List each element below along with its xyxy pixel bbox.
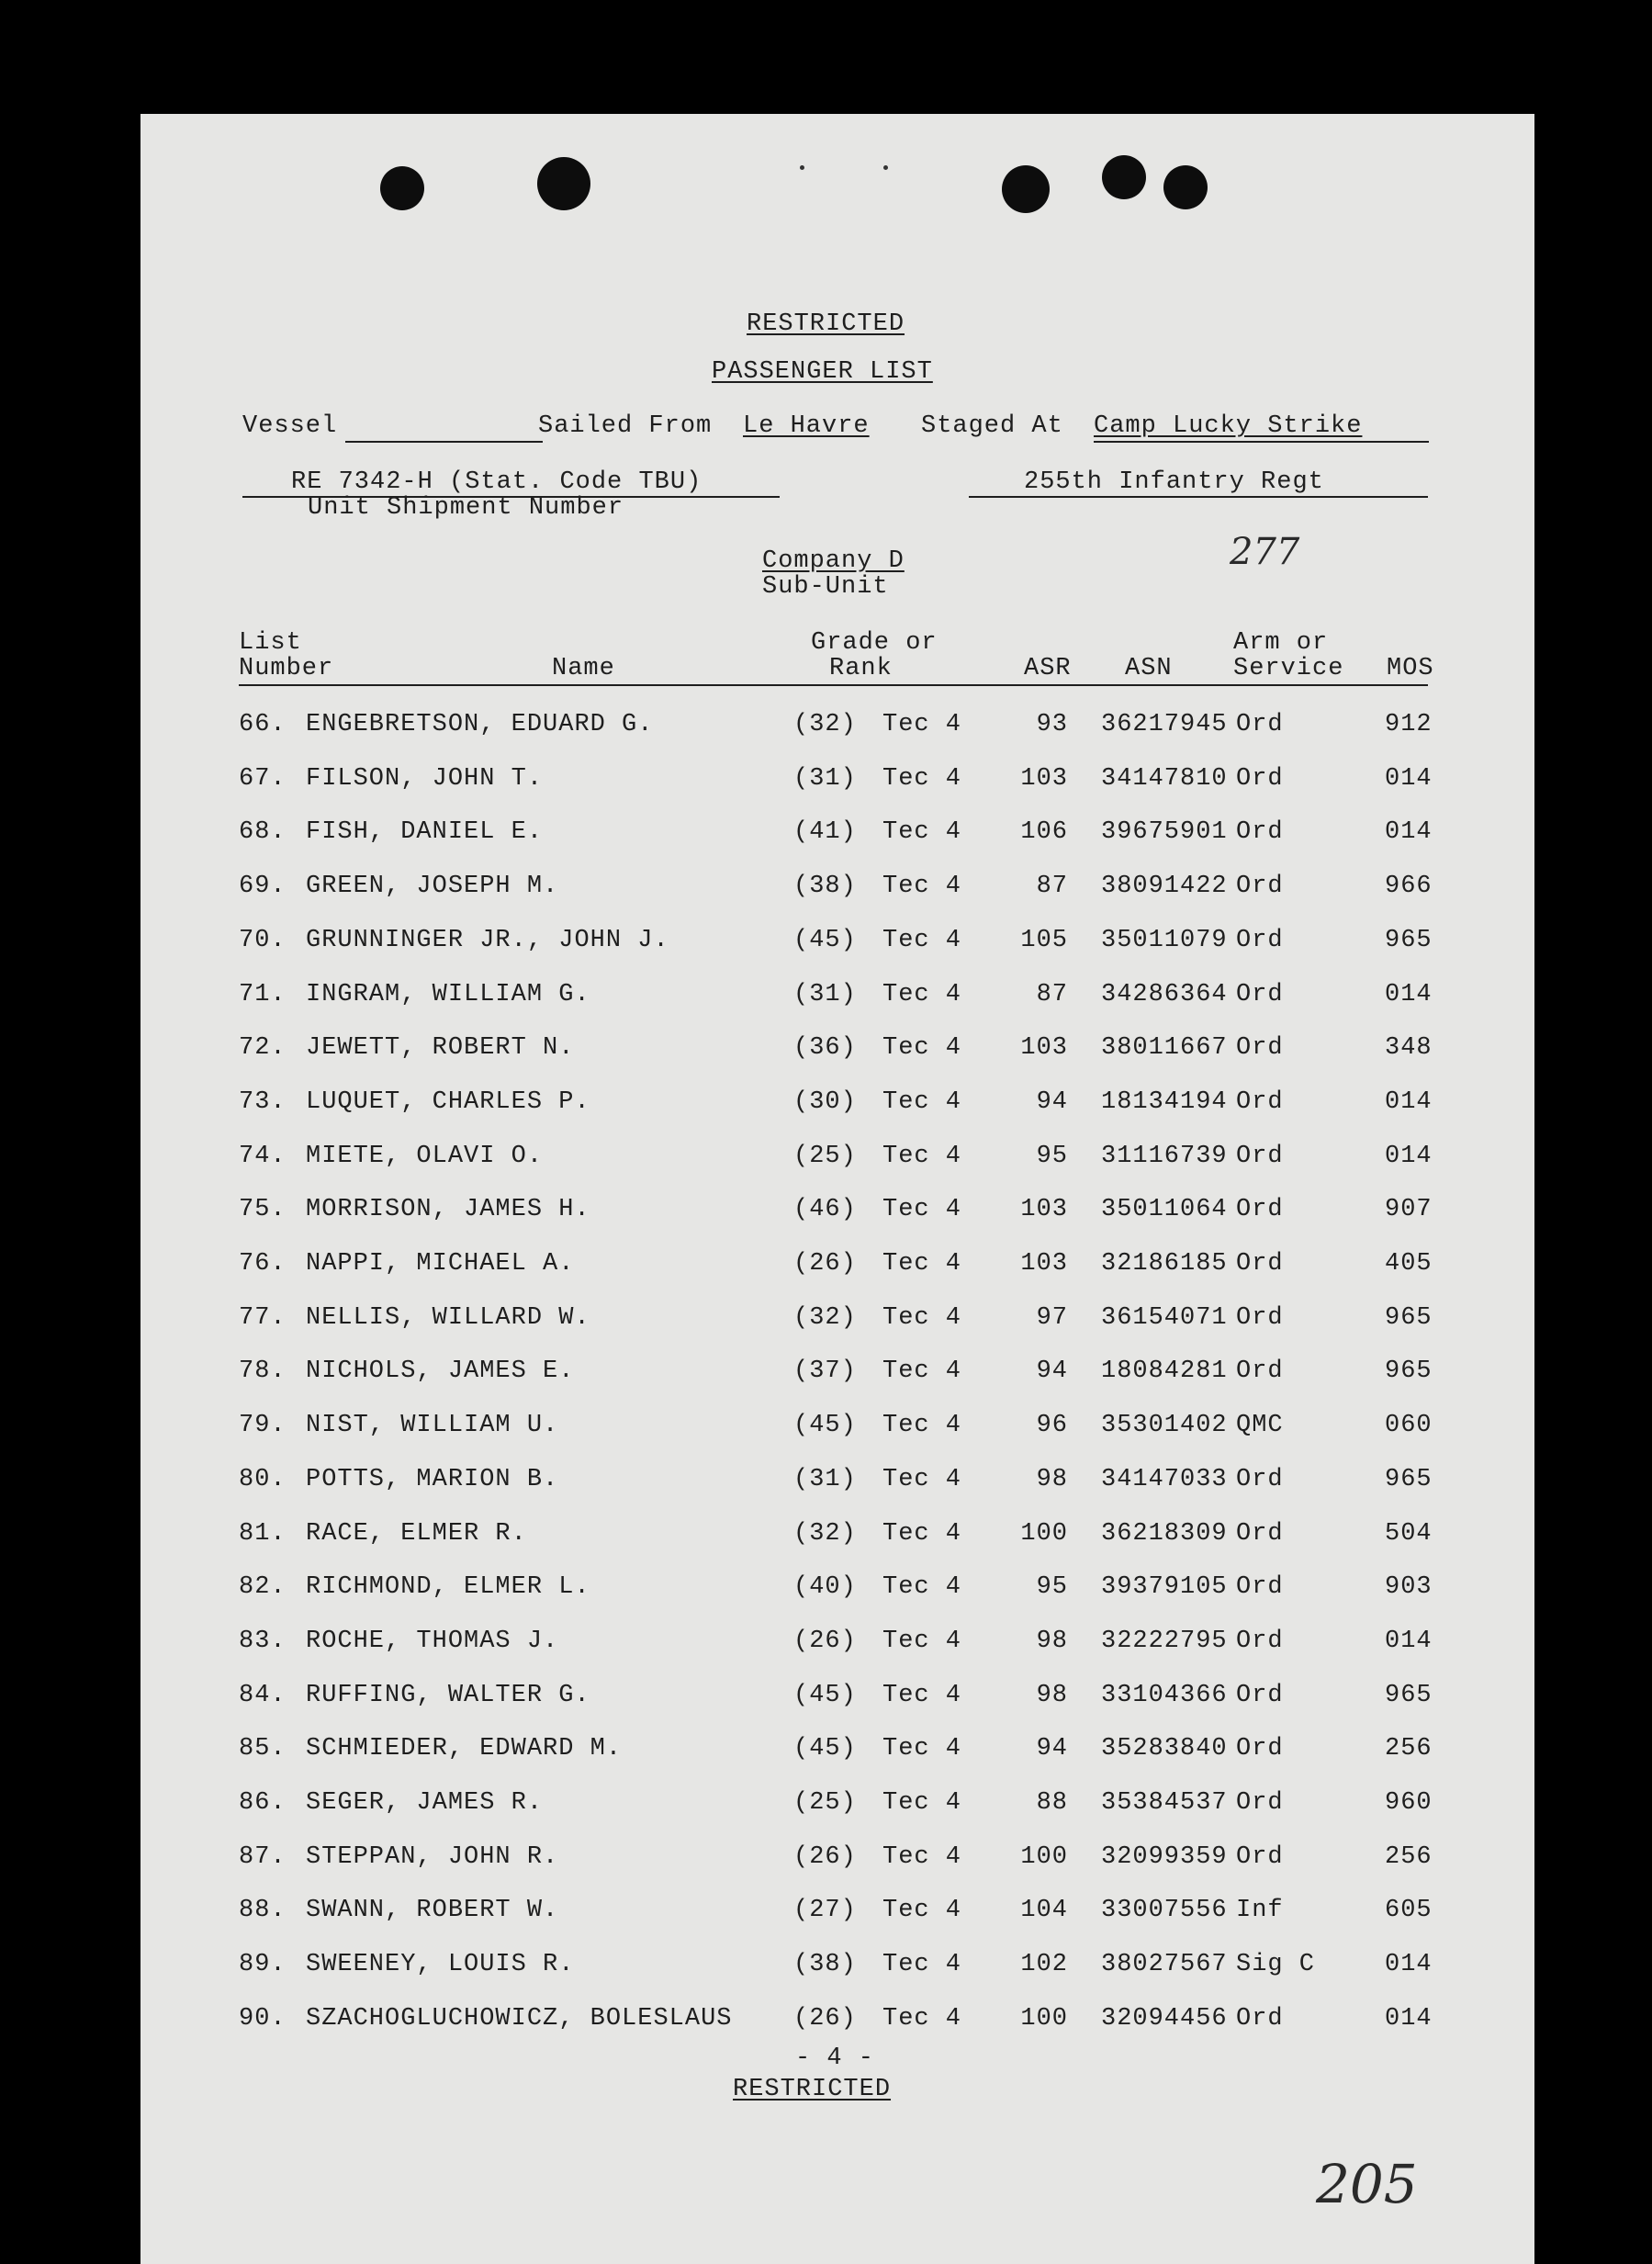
asn-cell: 34286364	[1101, 980, 1228, 1008]
table-row	[140, 711, 1534, 742]
list-number-cell: 69.	[239, 873, 287, 901]
asr-cell: 88	[1036, 1789, 1068, 1817]
asr-cell: 100	[1020, 2004, 1068, 2033]
age-cell: (26)	[793, 2004, 857, 2033]
mos-cell: 256	[1385, 1842, 1433, 1871]
grade-cell: Tec 4	[882, 1842, 962, 1871]
age-cell: (40)	[793, 1573, 857, 1602]
table-row	[140, 1250, 1534, 1281]
arm-cell: QMC	[1236, 1412, 1284, 1440]
age-cell: (32)	[793, 1519, 857, 1548]
mos-cell: 965	[1385, 1465, 1433, 1493]
asn-cell: 34147033	[1101, 1465, 1228, 1493]
col-grade-1: Grade or	[811, 629, 938, 657]
grade-cell: Tec 4	[882, 873, 962, 901]
asr-cell: 104	[1020, 1897, 1068, 1925]
col-arm-1: Arm or	[1233, 629, 1329, 657]
name-cell: RACE, ELMER R.	[306, 1519, 527, 1548]
mos-cell: 014	[1385, 1627, 1433, 1655]
arm-cell: Ord	[1236, 873, 1284, 901]
age-cell: (32)	[793, 711, 857, 738]
asr-cell: 95	[1036, 1573, 1068, 1602]
arm-cell: Ord	[1236, 1789, 1284, 1817]
age-cell: (32)	[793, 1303, 857, 1332]
mos-cell: 965	[1385, 1681, 1433, 1709]
grade-cell: Tec 4	[882, 764, 962, 793]
grade-cell: Tec 4	[882, 1250, 962, 1278]
asn-cell: 38011667	[1101, 1034, 1228, 1063]
list-number-cell: 81.	[239, 1519, 287, 1548]
table-row	[140, 873, 1534, 904]
list-number-cell: 82.	[239, 1573, 287, 1602]
list-number-cell: 75.	[239, 1196, 287, 1224]
age-cell: (25)	[793, 1789, 857, 1817]
mos-cell: 014	[1385, 980, 1433, 1008]
list-number-cell: 80.	[239, 1465, 287, 1493]
grade-cell: Tec 4	[882, 818, 962, 847]
arm-cell: Ord	[1236, 926, 1284, 954]
asn-cell: 35011064	[1101, 1196, 1228, 1224]
asn-cell: 34147810	[1101, 764, 1228, 793]
sub-unit-label: Sub-Unit	[762, 573, 889, 601]
table-row	[140, 1304, 1534, 1335]
handwritten-page-number: 205	[1316, 2153, 1418, 2215]
grade-cell: Tec 4	[882, 1573, 962, 1602]
grade-cell: Tec 4	[882, 1196, 962, 1224]
grade-cell: Tec 4	[882, 1681, 962, 1709]
arm-cell: Ord	[1236, 1465, 1284, 1493]
grade-cell: Tec 4	[882, 1519, 962, 1548]
table-row	[140, 1143, 1534, 1174]
list-number-cell: 72.	[239, 1034, 287, 1063]
list-number-cell: 73.	[239, 1087, 287, 1116]
table-row	[140, 927, 1534, 958]
col-list-number-1: List	[239, 629, 302, 657]
asr-cell: 87	[1036, 873, 1068, 901]
age-cell: (45)	[793, 1681, 857, 1709]
asn-cell: 33007556	[1101, 1897, 1228, 1925]
grade-cell: Tec 4	[882, 1357, 962, 1386]
mos-cell: 405	[1385, 1250, 1433, 1278]
col-list-number-2: Number	[239, 655, 334, 682]
name-cell: RICHMOND, ELMER L.	[306, 1573, 590, 1602]
arm-cell: Ord	[1236, 1519, 1284, 1548]
age-cell: (25)	[793, 1142, 857, 1170]
age-cell: (45)	[793, 1735, 857, 1763]
name-cell: INGRAM, WILLIAM G.	[306, 980, 590, 1008]
name-cell: SWEENEY, LOUIS R.	[306, 1951, 575, 1979]
asr-cell: 96	[1036, 1412, 1068, 1440]
col-asn: ASN	[1125, 655, 1173, 682]
table-row	[140, 981, 1534, 1012]
list-number-cell: 84.	[239, 1681, 287, 1709]
asr-cell: 98	[1036, 1681, 1068, 1709]
age-cell: (45)	[793, 1412, 857, 1440]
col-asr: ASR	[1024, 655, 1072, 682]
arm-cell: Ord	[1236, 1357, 1284, 1386]
age-cell: (26)	[793, 1842, 857, 1871]
age-cell: (31)	[793, 764, 857, 793]
asn-cell: 32094456	[1101, 2004, 1228, 2033]
grade-cell: Tec 4	[882, 711, 962, 738]
company-value: Company D	[762, 547, 905, 575]
asn-cell: 33104366	[1101, 1681, 1228, 1709]
list-number-cell: 83.	[239, 1627, 287, 1655]
asr-cell: 98	[1036, 1627, 1068, 1655]
asr-cell: 103	[1020, 764, 1068, 793]
name-cell: ENGEBRETSON, EDUARD G.	[306, 711, 654, 738]
asr-cell: 94	[1036, 1735, 1068, 1763]
table-row	[140, 1466, 1534, 1497]
grade-cell: Tec 4	[882, 1412, 962, 1440]
asn-cell: 32099359	[1101, 1842, 1228, 1871]
restricted-heading-bottom: RESTRICTED	[733, 2076, 892, 2103]
page-title: PASSENGER LIST	[712, 358, 933, 386]
asn-cell: 18134194	[1101, 1087, 1228, 1116]
mos-cell: 912	[1385, 711, 1433, 738]
mos-cell: 903	[1385, 1573, 1433, 1602]
age-cell: (36)	[793, 1034, 857, 1063]
handwritten-number: 277	[1230, 531, 1300, 573]
arm-cell: Inf	[1236, 1897, 1284, 1925]
col-mos: MOS	[1387, 655, 1434, 682]
age-cell: (46)	[793, 1196, 857, 1224]
grade-cell: Tec 4	[882, 1465, 962, 1493]
asn-cell: 38091422	[1101, 873, 1228, 901]
grade-cell: Tec 4	[882, 980, 962, 1008]
list-number-cell: 66.	[239, 711, 287, 738]
asn-cell: 39379105	[1101, 1573, 1228, 1602]
asn-cell: 36154071	[1101, 1303, 1228, 1332]
passenger-table	[140, 114, 1534, 2264]
mos-cell: 256	[1385, 1735, 1433, 1763]
arm-cell: Ord	[1236, 1627, 1284, 1655]
mos-cell: 965	[1385, 1303, 1433, 1332]
age-cell: (27)	[793, 1897, 857, 1925]
age-cell: (45)	[793, 926, 857, 954]
name-cell: LUQUET, CHARLES P.	[306, 1087, 590, 1116]
asn-cell: 18084281	[1101, 1357, 1228, 1386]
table-row	[140, 1897, 1534, 1928]
mos-cell: 966	[1385, 873, 1433, 901]
list-number-cell: 68.	[239, 818, 287, 847]
name-cell: GREEN, JOSEPH M.	[306, 873, 559, 901]
table-row	[140, 818, 1534, 850]
asn-cell: 35301402	[1101, 1412, 1228, 1440]
mos-cell: 060	[1385, 1412, 1433, 1440]
name-cell: MORRISON, JAMES H.	[306, 1196, 590, 1224]
arm-cell: Ord	[1236, 711, 1284, 738]
mos-cell: 348	[1385, 1034, 1433, 1063]
asn-cell: 39675901	[1101, 818, 1228, 847]
age-cell: (41)	[793, 818, 857, 847]
arm-cell: Sig C	[1236, 1951, 1316, 1979]
table-row	[140, 2005, 1534, 2036]
arm-cell: Ord	[1236, 1842, 1284, 1871]
col-arm-2: Service	[1233, 655, 1344, 682]
mos-cell: 014	[1385, 764, 1433, 793]
unit-shipment-value: RE 7342-H (Stat. Code TBU)	[291, 468, 702, 496]
name-cell: ROCHE, THOMAS J.	[306, 1627, 559, 1655]
age-cell: (31)	[793, 980, 857, 1008]
page-number: - 4 -	[795, 2044, 875, 2072]
name-cell: FISH, DANIEL E.	[306, 818, 544, 847]
asn-cell: 32186185	[1101, 1250, 1228, 1278]
mos-cell: 014	[1385, 1951, 1433, 1979]
table-row	[140, 1412, 1534, 1443]
arm-cell: Ord	[1236, 1142, 1284, 1170]
mos-cell: 504	[1385, 1519, 1433, 1548]
arm-cell: Ord	[1236, 1573, 1284, 1602]
name-cell: POTTS, MARION B.	[306, 1465, 559, 1493]
list-number-cell: 71.	[239, 980, 287, 1008]
asr-cell: 100	[1020, 1842, 1068, 1871]
regiment-value: 255th Infantry Regt	[1024, 468, 1324, 496]
arm-cell: Ord	[1236, 980, 1284, 1008]
asr-cell: 100	[1020, 1519, 1068, 1548]
asn-cell: 31116739	[1101, 1142, 1228, 1170]
list-number-cell: 77.	[239, 1303, 287, 1332]
table-row	[140, 1628, 1534, 1659]
asn-cell: 35283840	[1101, 1735, 1228, 1763]
staged-at-value: Camp Lucky Strike	[1094, 412, 1363, 440]
arm-cell: Ord	[1236, 818, 1284, 847]
name-cell: SEGER, JAMES R.	[306, 1789, 544, 1817]
age-cell: (26)	[793, 1627, 857, 1655]
table-row	[140, 1573, 1534, 1605]
col-grade-2: Rank	[829, 655, 893, 682]
asr-cell: 103	[1020, 1250, 1068, 1278]
list-number-cell: 78.	[239, 1357, 287, 1386]
mos-cell: 965	[1385, 1357, 1433, 1386]
sailed-from-label: Sailed From	[538, 412, 713, 440]
staged-at-label: Staged At	[921, 412, 1063, 440]
arm-cell: Ord	[1236, 1196, 1284, 1224]
grade-cell: Tec 4	[882, 1627, 962, 1655]
grade-cell: Tec 4	[882, 1897, 962, 1925]
name-cell: JEWETT, ROBERT N.	[306, 1034, 575, 1063]
arm-cell: Ord	[1236, 1250, 1284, 1278]
name-cell: RUFFING, WALTER G.	[306, 1681, 590, 1709]
table-row	[140, 1682, 1534, 1713]
arm-cell: Ord	[1236, 1034, 1284, 1063]
arm-cell: Ord	[1236, 1303, 1284, 1332]
list-number-cell: 85.	[239, 1735, 287, 1763]
asr-cell: 98	[1036, 1465, 1068, 1493]
table-row	[140, 1520, 1534, 1551]
table-row	[140, 1196, 1534, 1227]
name-cell: GRUNNINGER JR., JOHN J.	[306, 926, 669, 954]
name-cell: NIST, WILLIAM U.	[306, 1412, 559, 1440]
asr-cell: 95	[1036, 1142, 1068, 1170]
arm-cell: Ord	[1236, 2004, 1284, 2033]
list-number-cell: 87.	[239, 1842, 287, 1871]
asr-cell: 103	[1020, 1196, 1068, 1224]
name-cell: FILSON, JOHN T.	[306, 764, 544, 793]
asr-cell: 97	[1036, 1303, 1068, 1332]
grade-cell: Tec 4	[882, 1142, 962, 1170]
restricted-heading-top: RESTRICTED	[747, 310, 905, 338]
name-cell: STEPPAN, JOHN R.	[306, 1842, 559, 1871]
asr-cell: 106	[1020, 818, 1068, 847]
name-cell: SWANN, ROBERT W.	[306, 1897, 559, 1925]
arm-cell: Ord	[1236, 1681, 1284, 1709]
name-cell: NELLIS, WILLARD W.	[306, 1303, 590, 1332]
age-cell: (38)	[793, 873, 857, 901]
list-number-cell: 88.	[239, 1897, 287, 1925]
list-number-cell: 76.	[239, 1250, 287, 1278]
table-row	[140, 1789, 1534, 1820]
mos-cell: 014	[1385, 1087, 1433, 1116]
asr-cell: 94	[1036, 1357, 1068, 1386]
age-cell: (31)	[793, 1465, 857, 1493]
mos-cell: 605	[1385, 1897, 1433, 1925]
list-number-cell: 74.	[239, 1142, 287, 1170]
asn-cell: 35384537	[1101, 1789, 1228, 1817]
name-cell: SZACHOGLUCHOWICZ, BOLESLAUS	[306, 2004, 733, 2033]
unit-shipment-label: Unit Shipment Number	[308, 494, 624, 522]
name-cell: NICHOLS, JAMES E.	[306, 1357, 575, 1386]
table-row	[140, 765, 1534, 796]
list-number-cell: 89.	[239, 1951, 287, 1979]
arm-cell: Ord	[1236, 1735, 1284, 1763]
list-number-cell: 67.	[239, 764, 287, 793]
list-number-cell: 70.	[239, 926, 287, 954]
document-page	[140, 114, 1534, 2264]
asn-cell: 38027567	[1101, 1951, 1228, 1979]
table-row	[140, 1951, 1534, 1982]
asr-cell: 93	[1036, 711, 1068, 738]
mos-cell: 014	[1385, 818, 1433, 847]
grade-cell: Tec 4	[882, 2004, 962, 2033]
asn-cell: 32222795	[1101, 1627, 1228, 1655]
mos-cell: 960	[1385, 1789, 1433, 1817]
table-row	[140, 1357, 1534, 1389]
sailed-from-value: Le Havre	[743, 412, 870, 440]
mos-cell: 965	[1385, 926, 1433, 954]
grade-cell: Tec 4	[882, 1303, 962, 1332]
asr-cell: 102	[1020, 1951, 1068, 1979]
arm-cell: Ord	[1236, 1087, 1284, 1116]
table-row	[140, 1735, 1534, 1766]
list-number-cell: 79.	[239, 1412, 287, 1440]
mos-cell: 907	[1385, 1196, 1433, 1224]
table-row	[140, 1843, 1534, 1875]
col-name: Name	[552, 655, 615, 682]
list-number-cell: 90.	[239, 2004, 287, 2033]
mos-cell: 014	[1385, 2004, 1433, 2033]
table-row	[140, 1034, 1534, 1065]
asn-cell: 35011079	[1101, 926, 1228, 954]
arm-cell: Ord	[1236, 764, 1284, 793]
name-cell: NAPPI, MICHAEL A.	[306, 1250, 575, 1278]
asn-cell: 36218309	[1101, 1519, 1228, 1548]
age-cell: (26)	[793, 1250, 857, 1278]
grade-cell: Tec 4	[882, 926, 962, 954]
grade-cell: Tec 4	[882, 1789, 962, 1817]
table-row	[140, 1088, 1534, 1120]
age-cell: (38)	[793, 1951, 857, 1979]
grade-cell: Tec 4	[882, 1735, 962, 1763]
asr-cell: 94	[1036, 1087, 1068, 1116]
name-cell: SCHMIEDER, EDWARD M.	[306, 1735, 623, 1763]
name-cell: MIETE, OLAVI O.	[306, 1142, 544, 1170]
asr-cell: 105	[1020, 926, 1068, 954]
asr-cell: 87	[1036, 980, 1068, 1008]
grade-cell: Tec 4	[882, 1951, 962, 1979]
list-number-cell: 86.	[239, 1789, 287, 1817]
asr-cell: 103	[1020, 1034, 1068, 1063]
age-cell: (37)	[793, 1357, 857, 1386]
asn-cell: 36217945	[1101, 711, 1228, 738]
age-cell: (30)	[793, 1087, 857, 1116]
vessel-label: Vessel	[242, 412, 338, 440]
grade-cell: Tec 4	[882, 1087, 962, 1116]
grade-cell: Tec 4	[882, 1034, 962, 1063]
mos-cell: 014	[1385, 1142, 1433, 1170]
